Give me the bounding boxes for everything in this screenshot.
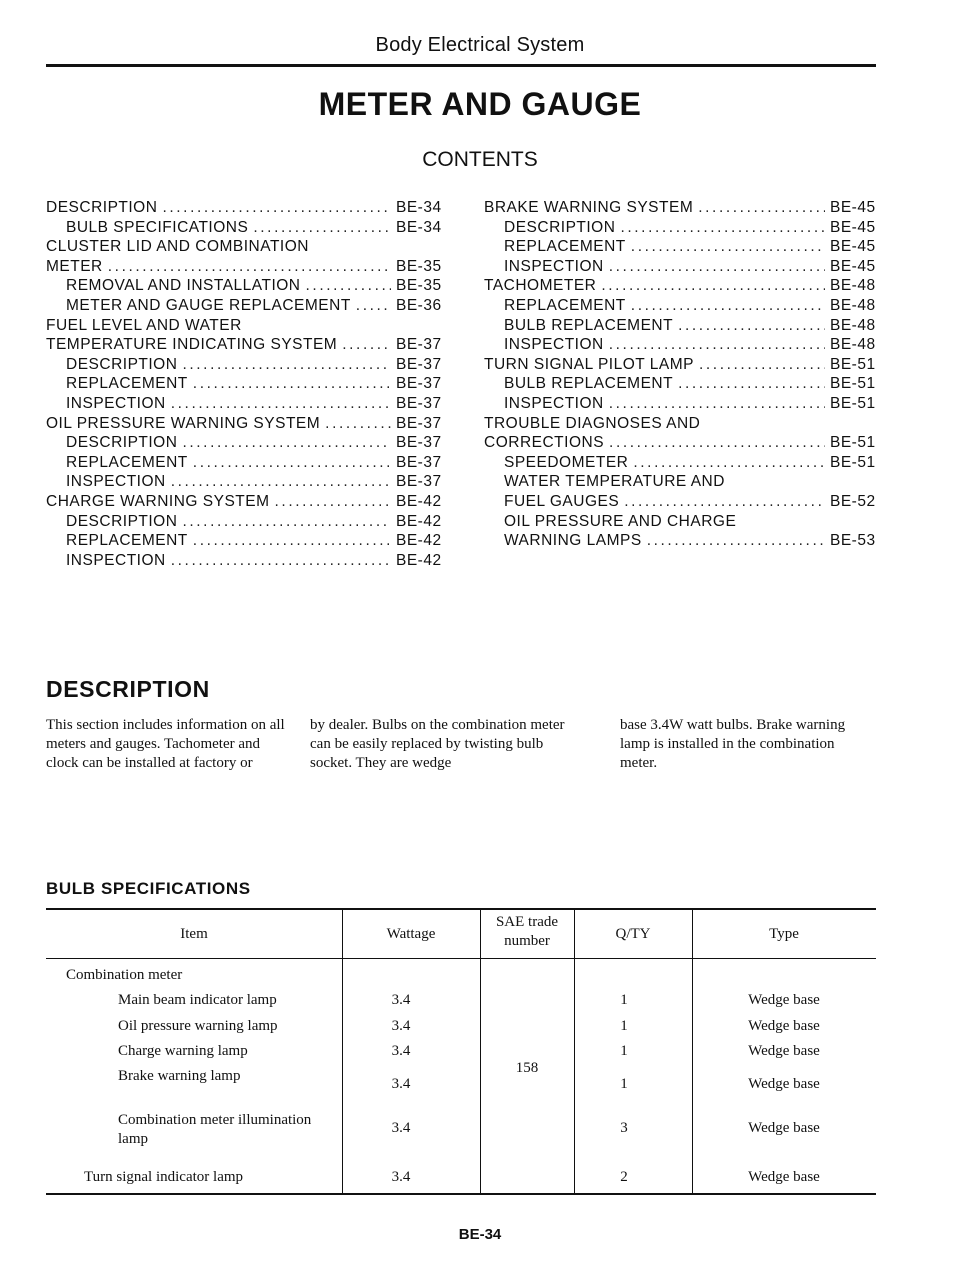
toc-entry [46,276,444,296]
toc-entry [46,414,444,434]
toc-entry-page: BE-45 [830,218,876,236]
toc-entry [46,394,444,414]
toc-dot-leader [182,355,391,375]
toc-dot-leader [633,453,825,473]
toc-entry-label: BULB REPLACEMENT [504,316,674,334]
toc-entry [484,296,878,316]
toc-entry-label: REPLACEMENT [504,296,626,314]
toc-dot-leader [275,492,392,512]
toc-entry-label: BULB REPLACEMENT [504,375,674,393]
toc-entry-page: BE-48 [830,316,876,334]
toc-entry-page: BE-48 [830,336,876,354]
toc-dot-leader [356,296,391,316]
toc-entry-page: BE-37 [396,336,442,354]
toc-entry-page: BE-45 [830,238,876,256]
header-type: Type [769,926,799,942]
table-row-item: Main beam indicator lamp [118,992,277,1008]
table-row-type: Wedge base [748,1120,820,1136]
toc-dot-leader [601,276,825,296]
group-label: Combination meter [66,967,183,983]
toc-entry-label: DESCRIPTION [66,512,178,530]
toc-entry-label: REPLACEMENT [66,453,188,471]
toc-entry-label: INSPECTION [66,473,166,491]
toc-entry [46,374,444,394]
toc-entry-page: BE-42 [396,551,442,569]
toc-entry [46,237,444,257]
toc-entry-label: DESCRIPTION [504,218,616,236]
toc-entry [484,237,878,257]
toc-entry-label: REPLACEMENT [66,375,188,393]
toc-entry-label: DESCRIPTION [46,199,158,216]
table-row-qty: 1 [620,1043,628,1059]
toc-entry-page: BE-51 [830,453,876,471]
description-heading: DESCRIPTION [46,676,210,702]
toc-dot-leader [620,218,825,238]
toc-dot-leader [631,237,825,257]
toc-entry-label: METER AND GAUGE REPLACEMENT [66,296,351,314]
table-row-qty: 1 [620,1076,628,1092]
toc-entry-label: INSPECTION [504,336,604,354]
toc-entry-page: BE-37 [396,414,442,432]
toc-entry-label: FUEL LEVEL AND WATER [46,316,242,334]
toc-entry-label: SPEEDOMETER [504,453,629,471]
toc-dot-leader [182,512,391,532]
toc-left-column [46,198,444,570]
toc-entry-page: BE-37 [396,355,442,373]
toc-entry-page: BE-51 [830,394,876,412]
toc-entry-page: BE-42 [396,512,442,530]
toc-entry-label: DESCRIPTION [66,434,178,452]
toc-entry [484,257,878,277]
toc-right-column [484,198,878,551]
table-row-type: Wedge base [748,1018,820,1034]
table-row-qty: 1 [620,1018,628,1034]
toc-entry [46,531,444,551]
table-row-item: Turn signal indicator lamp [84,1169,244,1185]
toc-entry-page: BE-37 [396,453,442,471]
toc-entry-label: TROUBLE DIAGNOSES AND [484,414,701,432]
header-sae-line1: SAE trade [495,914,559,930]
toc-entry-page: BE-48 [830,277,876,295]
toc-entry [484,472,878,492]
toc-entry-page: BE-35 [396,277,442,295]
bulb-specifications-table [46,908,876,1195]
toc-dot-leader [306,276,391,296]
toc-dot-leader [193,453,391,473]
toc-dot-leader [678,374,825,394]
toc-dot-leader [108,257,391,277]
table-row-qty: 1 [620,992,628,1008]
toc-entry-page: BE-36 [396,296,442,314]
table-top-rule [46,908,876,910]
toc-entry-label: METER [46,257,103,275]
page-title: METER AND GAUGE [318,86,642,122]
toc-dot-leader [171,394,391,414]
toc-entry-label: CLUSTER LID AND COMBINATION [46,238,309,256]
toc-dot-leader [609,433,825,453]
toc-entry [46,472,444,492]
toc-entry [46,453,444,473]
header-wattage: Wattage [386,926,436,942]
toc-entry-label: DESCRIPTION [66,355,178,373]
toc-entry-page: BE-51 [830,375,876,393]
toc-entry-label: WATER TEMPERATURE AND [504,473,725,491]
table-row-qty: 2 [620,1169,628,1185]
toc-entry-label: TACHOMETER [484,277,597,295]
toc-entry-label: REPLACEMENT [504,238,626,256]
toc-entry-label: CORRECTIONS [484,434,605,452]
description-column-3: base 3.4W watt bulbs. Brake warning lamp is installed in the combination meter. [620,717,846,771]
toc-entry-label: INSPECTION [504,394,604,412]
toc-dot-leader [162,198,391,218]
toc-entry [46,218,444,238]
table-row-type: Wedge base [748,1169,820,1185]
toc-dot-leader [171,472,391,492]
toc-entry-page: BE-34 [396,218,442,236]
toc-entry [46,198,444,218]
toc-entry [46,433,444,453]
toc-entry-page: BE-34 [396,199,442,216]
description-column-2: by dealer. Bulbs on the combination meter can be easily replaced by twisting bulb socket. They are wedge [310,717,565,771]
toc-entry [46,512,444,532]
toc-dot-leader [647,531,825,551]
toc-entry-page: BE-37 [396,375,442,393]
toc-dot-leader [253,218,391,238]
table-row-item: Charge warning lamp [118,1043,248,1059]
toc-entry-label: REMOVAL AND INSTALLATION [66,277,301,295]
header-sae-line2: number [504,933,550,949]
toc-entry-label: INSPECTION [66,551,166,569]
table-row-item: Combination meter illumination lamp [118,1112,312,1147]
table-row-wattage: 3.4 [391,1043,411,1059]
toc-entry-page: BE-53 [830,532,876,550]
toc-entry-label: INSPECTION [66,394,166,412]
table-col-divider [480,908,481,1194]
toc-entry-label: REPLACEMENT [66,532,188,550]
toc-dot-leader [193,374,391,394]
table-row-wattage: 3.4 [391,1076,411,1092]
table-bottom-rule [46,1193,876,1195]
toc-entry [46,551,444,571]
table-row-wattage: 3.4 [391,1120,411,1136]
toc-entry-label: OIL PRESSURE WARNING SYSTEM [46,414,321,432]
toc-entry-label: TEMPERATURE INDICATING SYSTEM [46,336,338,354]
toc-entry-page: BE-45 [830,199,876,216]
toc-entry-page: BE-45 [830,257,876,275]
table-row-wattage: 3.4 [391,1169,411,1185]
toc-entry-page: BE-51 [830,355,876,373]
running-header: Body Electrical System [375,34,585,56]
toc-entry [484,433,878,453]
toc-entry [484,512,878,532]
toc-entry [484,453,878,473]
toc-entry-label: OIL PRESSURE AND CHARGE [504,512,737,530]
toc-entry-label: BRAKE WARNING SYSTEM [484,199,694,216]
toc-dot-leader [699,355,825,375]
toc-dot-leader [609,335,825,355]
toc-entry-page: BE-42 [396,532,442,550]
toc-entry [46,316,444,336]
toc-entry [484,531,878,551]
sae-number: 158 [515,1060,539,1076]
toc-entry-label: TURN SIGNAL PILOT LAMP [484,355,694,373]
toc-entry-label: FUEL GAUGES [504,492,620,510]
page-number: BE-34 [458,1226,502,1243]
toc-entry [484,198,878,218]
toc-dot-leader [342,335,391,355]
table-row-wattage: 3.4 [391,1018,411,1034]
toc-entry [46,492,444,512]
table-row-wattage: 3.4 [391,992,411,1008]
toc-entry [484,335,878,355]
toc-entry-page: BE-52 [830,492,876,510]
toc-dot-leader [609,394,825,414]
toc-entry [484,218,878,238]
toc-entry [484,276,878,296]
toc-entry-page: BE-37 [396,434,442,452]
toc-entry [484,414,878,434]
toc-entry-label: INSPECTION [504,257,604,275]
table-row-item: Oil pressure warning lamp [118,1018,278,1034]
table-row-type: Wedge base [748,992,820,1008]
table-row-item: Brake warning lamp [118,1068,241,1084]
toc-entry [46,257,444,277]
toc-dot-leader [171,551,391,571]
toc-entry [46,296,444,316]
toc-entry [484,394,878,414]
toc-entry [484,374,878,394]
toc-dot-leader [624,492,825,512]
toc-entry-page: BE-42 [396,492,442,510]
toc-entry-label: CHARGE WARNING SYSTEM [46,492,270,510]
toc-dot-leader [325,414,391,434]
toc-entry [46,355,444,375]
toc-entry-label: WARNING LAMPS [504,532,642,550]
toc-entry [46,335,444,355]
toc-entry-page: BE-37 [396,394,442,412]
contents-heading: CONTENTS [422,148,538,171]
table-row-type: Wedge base [748,1076,820,1092]
toc-entry-page: BE-51 [830,434,876,452]
table-row-type: Wedge base [748,1043,820,1059]
description-column-1: This section includes information on all meters and gauges. Tachometer and clock can be installed at factory or [46,717,285,771]
toc-entry [484,355,878,375]
toc-entry-page: BE-35 [396,257,442,275]
toc-entry [484,492,878,512]
toc-entry [484,316,878,336]
table-row-qty: 3 [620,1120,628,1136]
toc-dot-leader [609,257,825,277]
toc-dot-leader [698,198,825,218]
toc-entry-label: BULB SPECIFICATIONS [66,218,249,236]
toc-dot-leader [182,433,391,453]
header-item: Item [180,926,208,942]
table-header-rule [46,958,876,959]
toc-entry-page: BE-48 [830,296,876,314]
toc-entry-page: BE-37 [396,473,442,491]
bulb-specifications-heading: BULB SPECIFICATIONS [46,879,251,898]
toc-dot-leader [193,531,391,551]
toc-dot-leader [631,296,825,316]
header-rule [46,64,876,67]
toc-dot-leader [678,316,825,336]
header-qty: Q/TY [615,926,651,942]
